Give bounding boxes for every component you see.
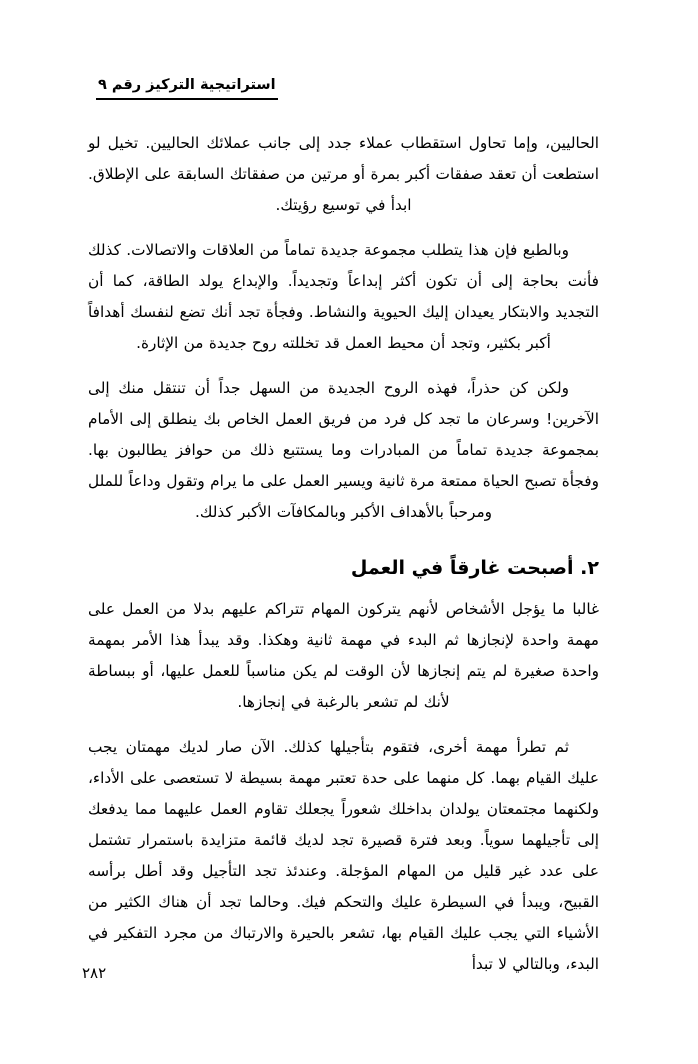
body-text-frame xyxy=(88,128,599,994)
page-number: ٢٨٢ xyxy=(82,964,107,982)
running-header-text: استراتيجية التركيز رقم ٩ xyxy=(96,77,278,100)
running-header xyxy=(96,74,616,100)
section-heading: ٢. أصبحت غارقاً في العمل xyxy=(350,557,599,579)
paragraph-3: ولكن كن حذراً، فهذه الروح الجديدة من السهل جداً أن تنتقل منك إلى الآخرين! وسرعان ما تجد كل فرد من فريق العمل الخاص بك ينطلق إلى الأمام بمجموعة جديدة تماماً من المبادرات وما يستتبع ذلك من حوافز يطالبون بها. وفجأة تصبح الحياة ممتعة مرة ثانية ويسير العمل على ما يرام وتقول وداعاً للملل ومرحباً بالأهداف الأكبر وبالمكافآت الأكبر كذلك. xyxy=(88,379,599,521)
paragraph-4: غالبا ما يؤجل الأشخاص لأنهم يتركون المهام تتراكم عليهم بدلا من العمل على مهمة واحدة لإنجازها ثم البدء في مهمة ثانية وهكذا. وقد يبدأ هذا الأمر بمهمة واحدة صغيرة لم يتم إنجازها لأن الوقت لم يكن مناسباً للعمل عليها، أو ببساطة لأنك لم تشعر بالرغبة في إنجازها. xyxy=(88,600,599,711)
paragraph-2: وبالطبع فإن هذا يتطلب مجموعة جديدة تماماً من العلاقات والاتصالات. كذلك فأنت بحاجة إلى أن تكون أكثر إبداعاً وتجديداً. والإبداع يولد الطاقة، كما أن التجديد والابتكار يعيدان إليك الحيوية والنشاط. وفجأة تجد أنك تضع لنفسك أهدافاً أكبر بكثير، وتجد أن محيط العمل قد تخللته روح جديدة من الإثارة. xyxy=(88,241,599,352)
paragraph-5: ثم تطرأ مهمة أخرى، فتقوم بتأجيلها كذلك. الآن صار لديك مهمتان يجب عليك القيام بهما. كل منهما على حدة تعتبر مهمة بسيطة لا تستعصى على الأداء، ولكنهما مجتمعتان يولدان بداخلك شعوراً يجعلك تقاوم العمل عليهما مما يدفعك إلى تأجيلهما سوياً. وبعد فترة قصيرة تجد لديك قائمة متزايدة باستمرار تشتمل على عدد غير قليل من المهام المؤجلة. وعندئذ تجد التأجيل وقد أطل برأسه القبيح، ويبدأ في السيطرة عليك والتحكم فيك. وحالما تجد أن هناك الكثير من الأشياء التي يجب عليك القيام بها، تشعر بالحيرة والارتباك من مجرد التفكير في البدء، وبالتالي لا تبدأ xyxy=(88,738,599,973)
paragraph-1: الحاليين، وإما تحاول استقطاب عملاء جدد إلى جانب عملائك الحاليين. تخيل لو استطعت أن تعقد صفقات أكبر بمرة أو مرتين من صفقاتك السابقة على الإطلاق. ابدأ في توسيع رؤيتك. xyxy=(88,134,599,214)
